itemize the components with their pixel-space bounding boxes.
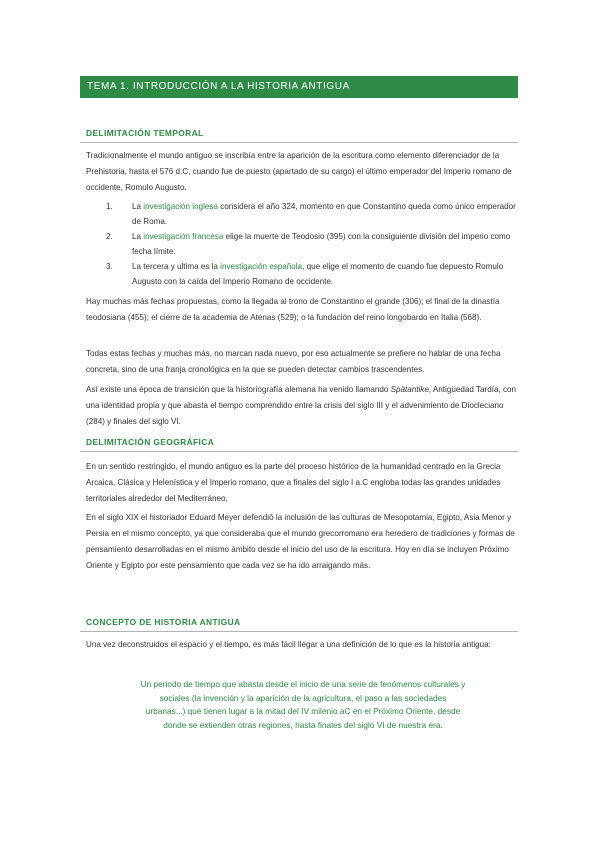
divider [80, 631, 518, 632]
temporal-paragraph-4 [86, 382, 516, 430]
list-item [86, 229, 516, 259]
list-number: 2. [106, 232, 113, 241]
paragraph-text: Así existe una época de transición que la historiografía alemana ha venido llamando [86, 385, 391, 394]
divider [80, 142, 518, 143]
list-highlight: investigación inglesa [143, 202, 218, 211]
heading-text: DELIMITACIÓN GEOGRÁFICA [86, 437, 215, 447]
geografica-paragraph-1: En un sentido restringido, el mundo antiguo es la parte del proceso histórico de la humanidad centrado en la Grecia Arcaica, Clásica y Helenística y el Imperio romano, que a finales del siglo I a.C engloba todas las grandes unidades territoriales alrededor del Mediterráneo. [86, 462, 501, 503]
section-heading-temporal [86, 128, 518, 138]
paragraph-emphasis: Spätantike [390, 385, 429, 394]
paragraph-text: , Antigüedad Tardía, con una identidad propia y que abasta el tiempo comprendido entre la crisis del siglo III y el advenimiento de Diocleciano (284) y finales del siglo VI. [86, 385, 517, 426]
heading-text: CONCEPTO DE HISTORIA ANTIGUA [86, 617, 241, 627]
list-text: La [132, 232, 144, 241]
temporal-paragraph-3: Todas estas fechas y muchas más, no marcan nada nuevo, por eso actualmente se prefiere no hablar de una fecha concreta, sino de una franja cronológica en la que se pueden detectar cambios trascendentes. [86, 349, 501, 374]
temporal-intro: Tradicionalmente el mundo antiguo se inscribía entre la aparición de la escritura como elemento diferenciador de la Prehistoria, hasta el 576 d.C, cuando fue de puesto (apartado de su cargo) el último emperador del Imperio romano de occidente, Romulo Augusto. [86, 151, 512, 192]
list-text: considera el año 324, momento en que Constantino queda como único emperador de Roma. [132, 202, 516, 226]
list-item [86, 199, 516, 229]
list-text: La [132, 202, 144, 211]
list-text: La tercera y ultima es la [132, 262, 221, 271]
list-highlight: investigación francesa [143, 232, 224, 241]
divider [80, 451, 518, 452]
list-highlight: investigación española [220, 262, 303, 271]
temporal-paragraph-2: Hay muchas más fechas propuestas, como la llegada al trono de Constantino el grande (306); el final de la dinastía teodosiana (455); el cierre de la academia de Atenas (529); o la fundación del reino longobardo en Italia (568). [86, 297, 500, 322]
section-heading-concepto [86, 617, 518, 627]
list-text: elige la muerte de Teodosio (395) con la consiguiente división del imperio como fecha límite. [132, 232, 511, 256]
page-title: TEMA 1. INTRODUCCIÓN A LA HISTORIA ANTIGUA [80, 76, 518, 98]
concepto-paragraph-1: Una vez deconstruidos el espacio y el tiempo, es más fácil llegar a una definición de lo que es la historia antigua: [86, 640, 491, 649]
list-number: 3. [106, 262, 113, 271]
list-item [86, 259, 516, 289]
section-heading-geografica [86, 437, 518, 447]
definition-quote: Un periodo de tiempo que abasta desde el inicio de una serie de fenómenos culturales y sociales (la invención y la aparición de la agricultura, el paso a las sociedades urbanas...) que tienen lugar a la mitad del IV milenio aC en el Próximo Oriente, desde donde se extienden otras regiones, hasta finales del siglo VI de nuestra era. [140, 679, 466, 730]
geografica-paragraph-2: En el siglo XIX el historiador Eduard Meyer defendió la inclusión de las culturas de Mesopotamia, Egipto, Asia Menor y Persia en el mismo concepto, ya que consideraba que el mundo grecorromano era heredero de tradiciones y formas de pensamiento desarrolladas en el mismo ámbito desde el inicio del uso de la escritura. Hoy en día se incluyen Próximo Oriente y Egipto por este pensamiento que cada vez se ha ido arraigando más. [86, 513, 515, 570]
heading-text: DELIMITACIÓN TEMPORAL [86, 128, 204, 138]
list-number: 1. [106, 202, 113, 211]
research-list [86, 199, 516, 289]
list-text: , que elige el momento de cuando fue depuesto Romulo Augusto con la caída del Imperio Romano de occidente. [132, 262, 504, 286]
